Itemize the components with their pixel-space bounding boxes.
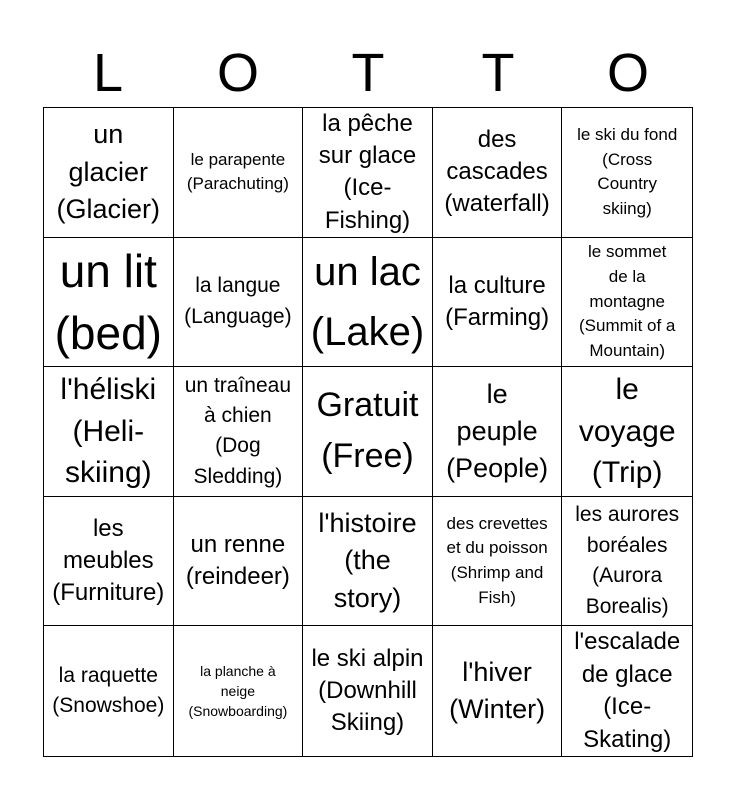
board-cell[interactable]	[562, 367, 692, 497]
cell-text: l'escalade de glace (Ice- Skating)	[574, 628, 681, 753]
cell-text: un traîneau à chien (Dog Sledding)	[184, 373, 292, 488]
cell-text: Gratuit (Free)	[316, 386, 419, 476]
board-cell[interactable]	[174, 108, 304, 238]
board-cell[interactable]	[44, 367, 174, 497]
board-cell[interactable]	[174, 626, 304, 756]
cell-text: un lit (bed)	[54, 244, 162, 359]
lotto-header	[43, 40, 693, 106]
board-cell[interactable]	[433, 238, 563, 368]
cell-text: un renne (reindeer)	[185, 530, 290, 591]
cell-text: le peuple (People)	[446, 378, 549, 484]
board-cell[interactable]	[562, 108, 692, 238]
board-cell[interactable]	[562, 626, 692, 756]
board-cell[interactable]	[433, 108, 563, 238]
header-letter-t-2: T	[481, 43, 515, 103]
header-letter-o-2: O	[606, 43, 649, 103]
board-cell[interactable]	[433, 367, 563, 497]
cell-text: un lac (Lake)	[310, 249, 425, 354]
lotto-board	[43, 107, 693, 757]
cell-text: l'hiver (Winter)	[449, 656, 546, 725]
board-cell[interactable]	[303, 497, 433, 627]
board-cell[interactable]	[44, 108, 174, 238]
board-cell[interactable]	[174, 497, 304, 627]
cell-text: le voyage (Trip)	[578, 373, 676, 490]
cell-text: la pêche sur glace (Ice- Fishing)	[318, 109, 417, 234]
board-cell[interactable]	[562, 238, 692, 368]
cell-text: le parapente (Parachuting)	[186, 149, 289, 194]
cell-text: le sommet de la montagne (Summit of a Mountain)	[579, 242, 676, 360]
board-cell[interactable]	[433, 497, 563, 627]
board-cell[interactable]	[174, 238, 304, 368]
board-cell[interactable]	[303, 367, 433, 497]
board-cell[interactable]	[44, 497, 174, 627]
cell-text: la culture (Farming)	[445, 271, 550, 331]
cell-text: l'histoire (the story)	[318, 508, 417, 613]
cell-text: le ski du fond (Cross Country skiing)	[577, 125, 678, 218]
cell-text: le ski alpin (Downhill Skiing)	[311, 644, 424, 737]
board-cell[interactable]	[44, 238, 174, 368]
cell-text: la raquette (Snowshoe)	[52, 663, 165, 718]
header-letter-o: O	[216, 43, 259, 103]
cell-text: la langue (Language)	[184, 274, 292, 328]
cell-text: des cascades (waterfall)	[444, 125, 550, 218]
cell-text: la planche à neige (Snowboarding)	[188, 662, 288, 720]
board-cell[interactable]	[433, 626, 563, 756]
board-cell[interactable]	[303, 238, 433, 368]
board-cell[interactable]	[303, 626, 433, 756]
cell-text: l'héliski (Heli- skiing)	[60, 373, 157, 490]
cell-text: les meubles (Furniture)	[52, 514, 165, 607]
board-cell[interactable]	[44, 626, 174, 756]
board-cell[interactable]	[562, 497, 692, 627]
board-cell[interactable]	[303, 108, 433, 238]
header-letter-l: L	[92, 43, 124, 103]
cell-text: un glacier (Glacier)	[56, 119, 161, 224]
board-cell[interactable]	[174, 367, 304, 497]
cell-text: des crevettes et du poisson (Shrimp and Fish)	[446, 513, 548, 607]
cell-text: les aurores boréales (Aurora Borealis)	[575, 503, 680, 618]
header-letter-t: T	[351, 43, 385, 103]
